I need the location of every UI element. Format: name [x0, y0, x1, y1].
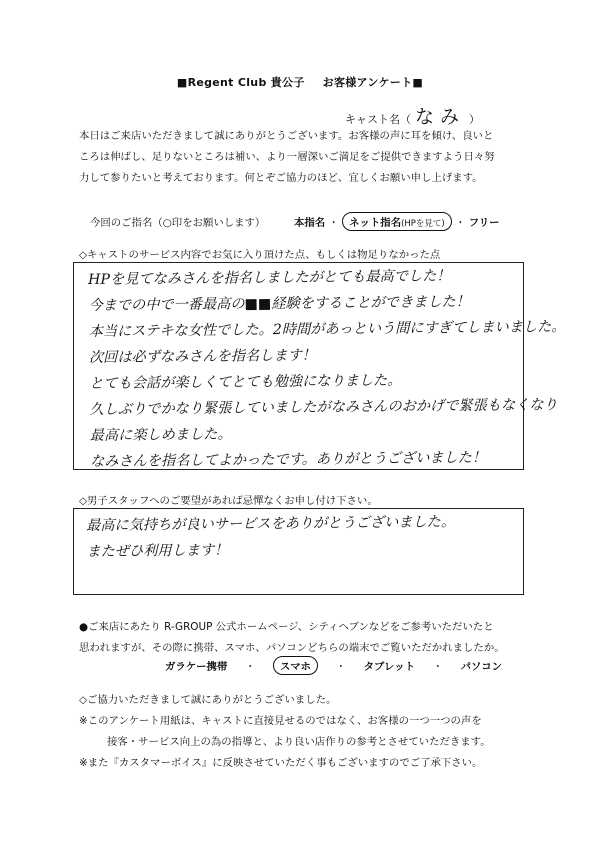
nomination-prompt: 今回のご指名（○印をお願いします）: [90, 217, 266, 229]
hand-line: なみさんを指名してよかったです。ありがとうございました！: [89, 449, 487, 470]
separator: ・: [244, 661, 256, 673]
rgroup-question: [79, 617, 529, 659]
hand-line: 最高に気持ちが良いサービスをありがとうございました。: [86, 514, 456, 534]
hand-line: またぜひ利用します！: [86, 542, 229, 560]
note-line: ※このアンケート用紙は、キャストに直接見せるのではなく、お客様の一つ一つの声を: [79, 715, 482, 727]
section1-title: ◇キャストのサービス内容でお気に入り頂けた点、もしくは物足りなかった点: [79, 249, 441, 261]
option-net-note: (HPを見て): [401, 219, 445, 229]
section2-title: ◇男子スタッフへのご要望があれば忌憚なくお申し付け下さい。: [79, 495, 378, 507]
note-line: 接客・サービス向上の為の指導と、より良い店作りの参考とさせていただきます。: [107, 736, 491, 748]
intro-line: 力して参りたいと考えております。何とぞご協力のほど、宜しくお願い申し上げます。: [79, 172, 483, 184]
cast-label: キャスト名（: [345, 113, 411, 126]
separator: ・: [432, 661, 444, 673]
section1-handwriting: [88, 262, 567, 475]
hand-line: とても会話が楽しくてとても勉強になりました。: [89, 372, 402, 392]
cast-close: ）: [469, 113, 481, 126]
nomination-row: [90, 212, 570, 231]
device-options: [165, 656, 502, 675]
option-free[interactable]: フリー: [468, 217, 500, 229]
note-line: ※また『カスタマーボイス』に反映させていただく事もございますのでご了承下さい。: [79, 757, 483, 769]
section1-answer-box[interactable]: [73, 262, 566, 470]
survey-title: [0, 74, 600, 90]
intro-line: ころは伸ばし、足りないところは補い、より一層深いご満足をご提供できますよう日々努: [79, 151, 495, 163]
option-net-selected[interactable]: ネット指名(HPを見て): [342, 212, 452, 231]
hand-line: 久しぶりでかなり緊張していましたがなみさんのおかげで緊張もなくなり: [89, 397, 558, 418]
rgroup-line: 思われますが、その際に携帯、スマホ、パソコンどちらの端末でご覧いただかれましたか。: [79, 642, 505, 654]
device-pc[interactable]: パソコン: [460, 661, 503, 673]
device-smartphone-selected[interactable]: スマホ: [273, 656, 318, 675]
device-tablet[interactable]: タブレット: [363, 661, 416, 673]
section2-answer-box[interactable]: [73, 508, 524, 595]
hand-line: 今までの中で一番最高の■■経験をすることができました！: [88, 294, 470, 314]
thanks-line: ◇ご協力いただきまして誠にありがとうございました。: [79, 694, 337, 706]
footer-notes: [79, 690, 539, 774]
hand-line: 本当にステキな女性でした。2時間があっという間にすぎてしまいました。: [88, 319, 566, 340]
separator: ・: [328, 217, 339, 229]
store-name: ■Regent Club 貴公子: [176, 76, 305, 89]
separator: ・: [335, 661, 346, 673]
hand-line: 次回は必ずなみさんを指名します！: [88, 347, 317, 366]
device-feature-phone[interactable]: ガラケー携帯: [165, 661, 228, 673]
form-name: お客様アンケート■: [322, 76, 424, 89]
option-regular[interactable]: 本指名: [293, 217, 326, 229]
section2-handwriting: [86, 509, 455, 565]
separator: ・: [455, 217, 466, 229]
rgroup-line: ●ご来店にあたり R-GROUP 公式ホームページ、シティヘブンなどをご参考いただいたと: [79, 621, 494, 633]
cast-name-field: [345, 102, 480, 129]
hand-line: 最高に楽しめました。: [89, 426, 232, 444]
hand-line: HPを見てなみさんを指名しましたがとても最高でした！: [88, 268, 451, 288]
cast-name-handwritten: なみ: [415, 106, 466, 128]
intro-paragraph: [79, 126, 529, 189]
intro-line: 本日はご来店いただきまして誠にありがとうございます。お客様の声に耳を傾け、良いと: [79, 130, 494, 142]
